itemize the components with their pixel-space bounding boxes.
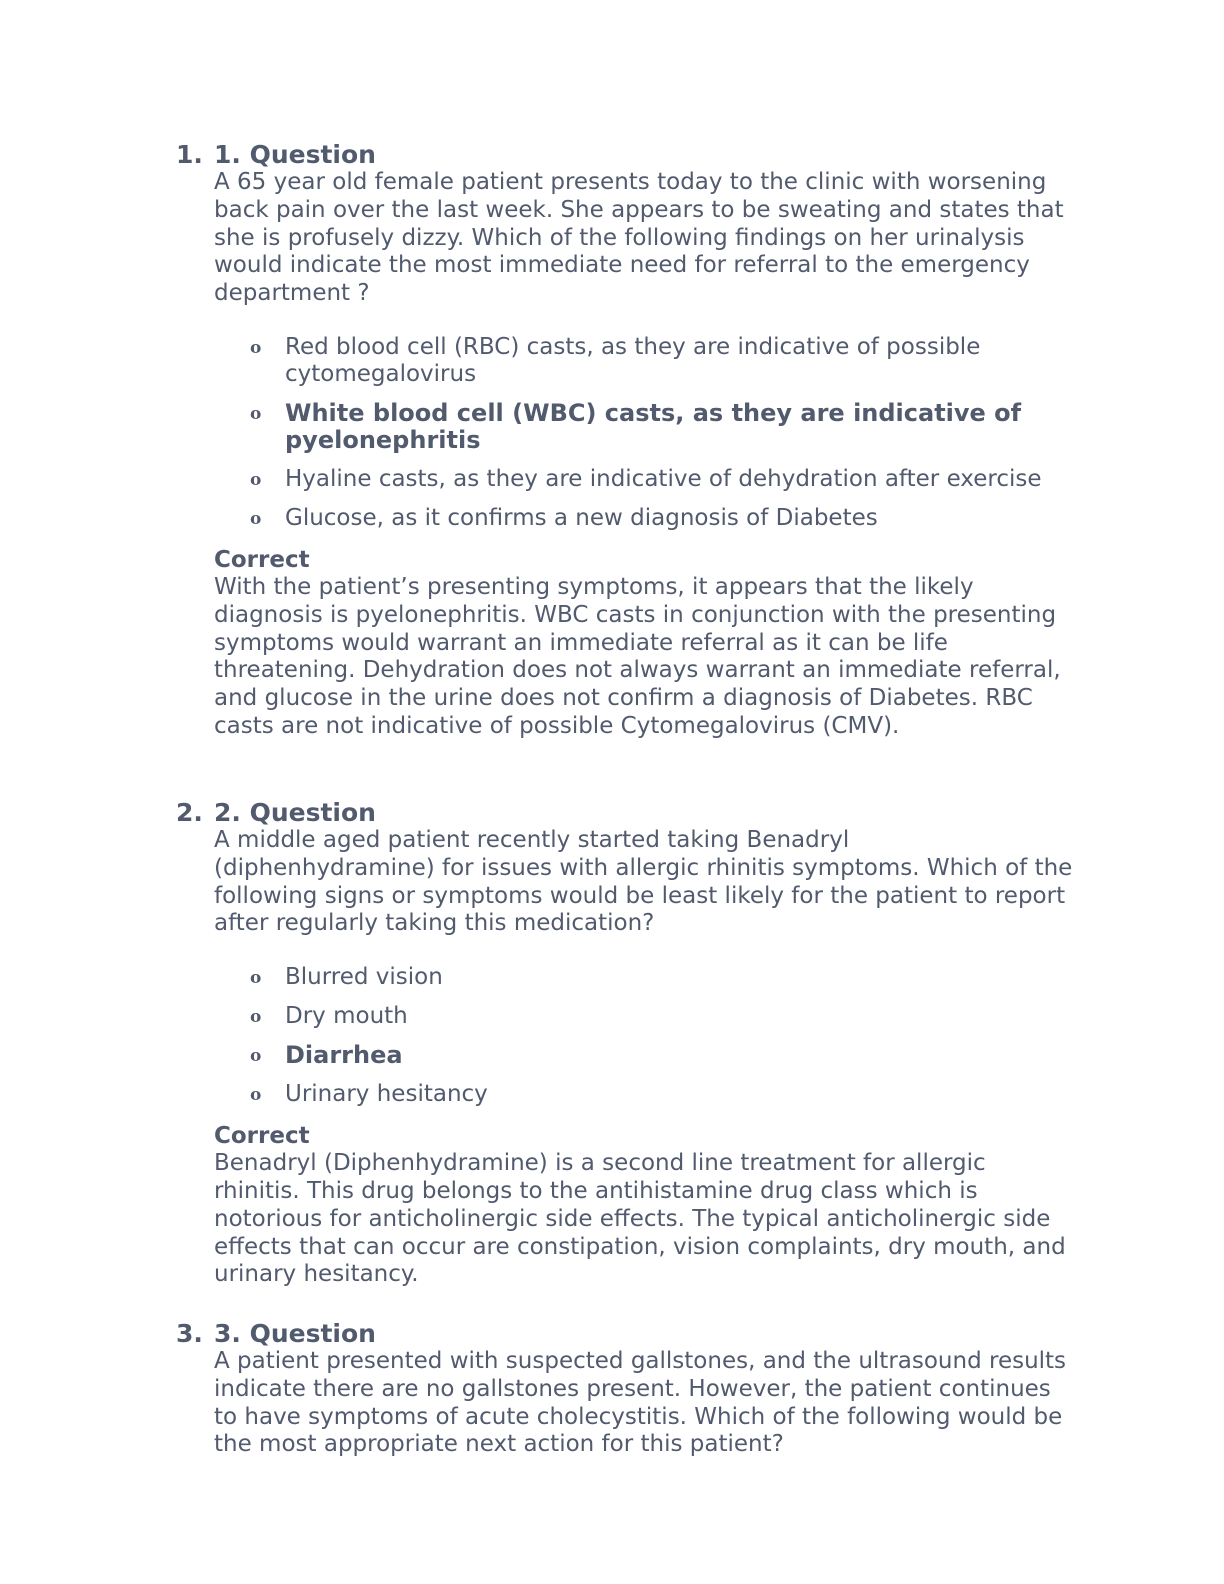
question-body — [214, 1348, 1074, 1459]
bullet-icon: o — [250, 1085, 262, 1106]
bullet-icon: o — [250, 469, 262, 490]
answer-option-label: Blurred vision — [285, 964, 443, 991]
answer-option-selected[interactable] — [214, 1042, 1075, 1069]
answer-option[interactable] — [214, 334, 1075, 388]
question-number: 3. — [176, 1319, 203, 1348]
question-title: 3. Question — [214, 1319, 376, 1348]
answer-option[interactable] — [214, 466, 1075, 493]
question-title: 2. Question — [214, 798, 376, 827]
result-label: Correct — [214, 1123, 310, 1150]
question-1 — [176, 141, 1076, 741]
bullet-icon: o — [250, 403, 262, 424]
bullet-icon: o — [250, 1046, 262, 1067]
answer-option-label: Dry mouth — [285, 1003, 408, 1030]
question-title: 1. Question — [214, 140, 376, 169]
answer-option-label: Diarrhea — [285, 1041, 403, 1070]
bullet-icon: o — [250, 968, 262, 989]
question-header — [176, 799, 1076, 827]
bullet-icon: o — [250, 1007, 262, 1028]
question-number: 1. — [176, 140, 203, 169]
answer-option-label: Hyaline casts, as they are indicative of dehydration after exercise — [285, 465, 1042, 492]
question-text: A 65 year old female patient presents today to the clinic with worsening back pain over the last week. She appears to be sweating and states that she is profusely dizzy. Which of the following findings on her urinalysis would indicate the most immediate need for referral to the emergency department ? — [214, 169, 1064, 307]
question-3 — [176, 1320, 1076, 1459]
answer-options — [214, 964, 1074, 1108]
question-text: A middle aged patient recently started taking Benadryl (diphenhydramine) for issues with allergic rhinitis symptoms. Which of the following signs or symptoms would be least likely for the patient to report after regularly taking this medication? — [214, 827, 1073, 937]
result-label: Correct — [214, 546, 310, 573]
question-body — [214, 827, 1074, 1289]
explanation-text: With the patient’s presenting symptoms, it appears that the likely diagnosis is pyelonephritis. WBC casts in conjunction with the presenting symptoms would warrant an immediate referral as it can be life threatening. Dehydration does not always warrant an immediate referral, and glucose in the urine does not confirm a diagnosis of Diabetes. RBC casts are not indicative of possible Cytomegalovirus (CMV). — [214, 573, 1061, 739]
answer-option-selected[interactable] — [214, 400, 1075, 454]
question-header — [176, 141, 1076, 169]
answer-option[interactable] — [214, 505, 1075, 532]
answer-option-label: Glucose, as it confirms a new diagnosis of Diabetes — [285, 504, 878, 531]
answer-option[interactable] — [214, 1003, 1075, 1030]
bullet-icon: o — [250, 508, 262, 529]
answer-option-label: Red blood cell (RBC) casts, as they are indicative of possible cytomegalovirus — [285, 333, 981, 387]
explanation-text: Benadryl (Diphenhydramine) is a second line treatment for allergic rhinitis. This drug belongs to the antihistamine drug class which is notorious for anticholinergic side effects. The typical anticholinergic side effects that can occur are constipation, vision complaints, dry mouth, and urinary hesitancy. — [214, 1150, 1066, 1288]
question-2 — [176, 799, 1076, 1289]
answer-option-label: White blood cell (WBC) casts, as they are indicative of pyelonephritis — [285, 398, 1022, 454]
bullet-icon: o — [250, 337, 262, 358]
question-number: 2. — [176, 798, 203, 827]
answer-option-label: Urinary hesitancy — [285, 1081, 488, 1108]
answer-option[interactable] — [214, 1081, 1075, 1108]
question-text: A patient presented with suspected gallstones, and the ultrasound results indicate there are no gallstones present. However, the patient continues to have symptoms of acute cholecystitis. Which of the following would be the most appropriate next action for this patient? — [214, 1348, 1067, 1458]
answer-option[interactable] — [214, 964, 1075, 991]
question-header — [176, 1320, 1076, 1348]
answer-options — [214, 334, 1074, 532]
question-body — [214, 169, 1074, 741]
